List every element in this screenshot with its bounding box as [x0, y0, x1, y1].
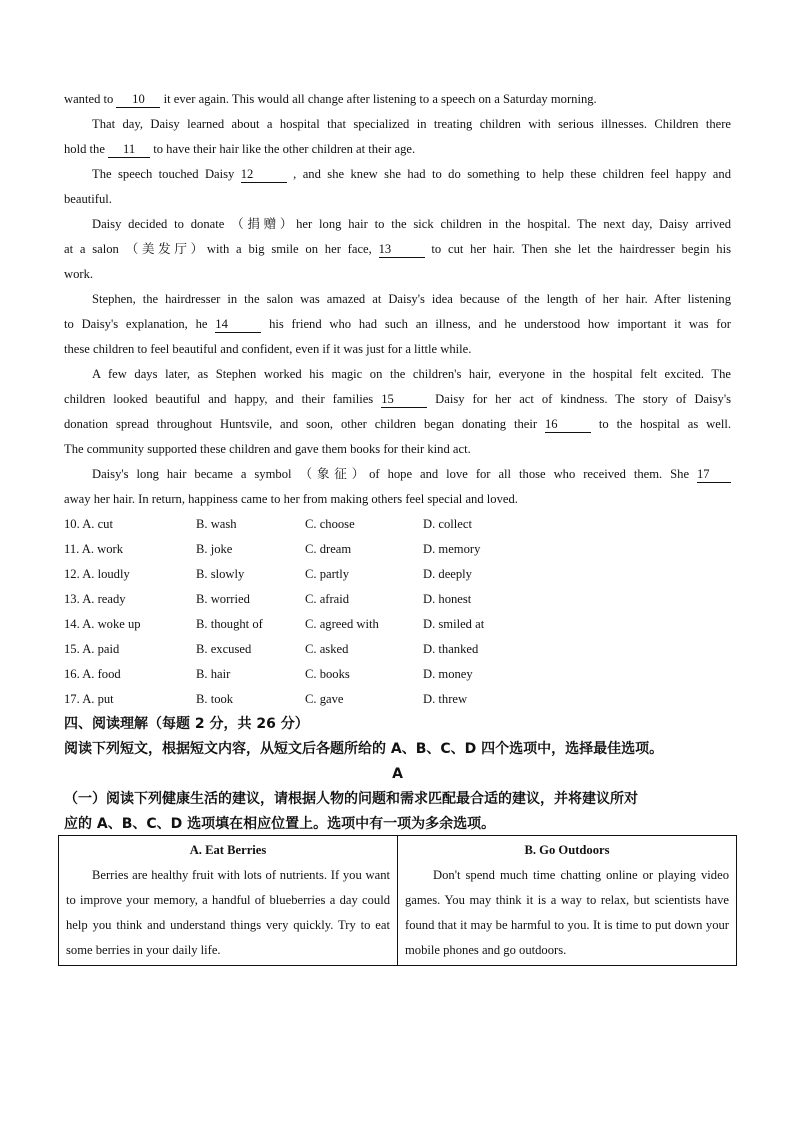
blank-10[interactable]: 10: [116, 92, 160, 108]
question-option-a[interactable]: 13. A. ready: [64, 592, 126, 606]
option-c[interactable]: C. gave: [305, 692, 344, 706]
question-option-a[interactable]: 16. A. food: [64, 667, 121, 681]
option-list: [64, 512, 731, 712]
text: to the hospital as well.: [591, 417, 732, 431]
option-row: [64, 662, 731, 687]
question-option-a[interactable]: 11. A. work: [64, 542, 124, 556]
text: wanted to: [64, 92, 117, 106]
text: hold the: [64, 142, 109, 156]
question-option-a[interactable]: 15. A. paid: [64, 642, 120, 656]
advice-cell-a: [59, 836, 398, 966]
option-b[interactable]: B. took: [196, 692, 234, 706]
option-b[interactable]: B. slowly: [196, 567, 245, 581]
blank-15[interactable]: 15: [381, 392, 427, 408]
option-d[interactable]: D. money: [423, 667, 473, 681]
passage-line: [64, 87, 731, 112]
text: The speech touched Daisy: [92, 167, 241, 181]
table-row: [59, 836, 737, 966]
blank-14[interactable]: 14: [215, 317, 261, 333]
option-c[interactable]: C. dream: [305, 542, 352, 556]
text: to have their hair like the other children at their age.: [150, 142, 416, 156]
question-option-a[interactable]: 10. A. cut: [64, 517, 113, 531]
sub-instruction-line: 应的 A、B、C、D 选项填在相应位置上。选项中有一项为多余选项。: [64, 816, 496, 832]
advice-title: A. Eat Berries: [189, 843, 267, 857]
passage-line: away her hair. In return, happiness came to her from making others feel special and loved.: [64, 492, 518, 506]
advice-title: B. Go Outdoors: [524, 843, 610, 857]
option-d[interactable]: D. smiled at: [423, 617, 485, 631]
option-row: [64, 562, 731, 587]
text: Daisy for her act of kindness. The story of Daisy's: [427, 392, 732, 406]
option-b[interactable]: B. wash: [196, 517, 237, 531]
blank-13[interactable]: 13: [379, 242, 425, 258]
advice-table: [58, 835, 737, 966]
question-option-a[interactable]: 17. A. put: [64, 692, 114, 706]
passage-line: beautiful.: [64, 192, 112, 206]
option-c[interactable]: C. choose: [305, 517, 355, 531]
option-b[interactable]: B. thought of: [196, 617, 263, 631]
passage-line: [64, 387, 731, 412]
passage-line: [64, 237, 731, 262]
option-d[interactable]: D. honest: [423, 592, 472, 606]
option-row: [64, 587, 731, 612]
passage-line: A few days later, as Stephen worked his magic on the children's hair, everyone in the hospital felt excited. The: [92, 367, 731, 381]
passage-line: [64, 412, 731, 437]
part-label: A: [392, 766, 403, 782]
passage-line: Stephen, the hairdresser in the salon was amazed at Daisy's idea because of the length of her hair. After listening: [92, 292, 731, 306]
passage-line: Daisy decided to donate （捐赠）her long hair to the sick children in the hospital. The next day, Daisy arrived: [92, 217, 731, 231]
option-b[interactable]: B. joke: [196, 542, 233, 556]
text: to cut her hair. Then she let the hairdresser begin his: [424, 242, 731, 256]
passage-line: The community supported these children and gave them books for their kind act.: [64, 442, 471, 456]
text: to Daisy's explanation, he: [64, 317, 216, 331]
passage-line: these children to feel beautiful and confident, even if it was just for a little while.: [64, 342, 472, 356]
option-row: [64, 687, 731, 712]
question-option-a[interactable]: 14. A. woke up: [64, 617, 141, 631]
passage-line: work.: [64, 267, 94, 281]
advice-text: Berries are healthy fruit with lots of nutrients. If you want to improve your memory, a handful of blueberries a day could help you think and understand things very quickly. Try to eat some berries in your daily life.: [66, 868, 390, 957]
option-row: [64, 637, 731, 662]
option-d[interactable]: D. deeply: [423, 567, 472, 581]
section-instruction: 阅读下列短文，根据短文内容，从短文后各题所给的 A、B、C、D 四个选项中，选择最佳选项。: [64, 741, 664, 757]
blank-11[interactable]: 11: [108, 142, 150, 158]
advice-text: Don't spend much time chatting online or playing video games. You may think it is a way to relax, but scientists have found that it may be harmful to you. It is time to put down your mobile phones and go outdoors.: [405, 868, 729, 957]
option-b[interactable]: B. excused: [196, 642, 252, 656]
text: children looked beautiful and happy, and their families: [64, 392, 382, 406]
advice-cell-b: [398, 836, 737, 966]
text: , and she knew she had to do something to help these children feel happy and: [286, 167, 731, 181]
section-heading: 四、阅读理解（每题 2 分，共 26 分）: [64, 716, 309, 732]
passage-line: [64, 462, 731, 487]
option-c[interactable]: C. partly: [305, 567, 350, 581]
passage-line: [64, 137, 731, 162]
option-row: [64, 512, 731, 537]
option-row: [64, 537, 731, 562]
text: at a salon （美发厅）with a big smile on her face,: [64, 242, 379, 256]
option-d[interactable]: D. threw: [423, 692, 468, 706]
text: Daisy's long hair became a symbol （象征）of hope and love for all those who received them. She: [92, 467, 697, 481]
option-d[interactable]: D. memory: [423, 542, 481, 556]
option-b[interactable]: B. hair: [196, 667, 231, 681]
passage-line: [64, 162, 731, 187]
option-c[interactable]: C. asked: [305, 642, 349, 656]
option-row: [64, 612, 731, 637]
passage-line: [64, 312, 731, 337]
document-page: [64, 87, 731, 837]
text: his friend who had such an illness, and he understood how important it was for: [261, 317, 731, 331]
text: donation spread throughout Huntsvile, and soon, other children began donating their: [64, 417, 545, 431]
option-c[interactable]: C. agreed with: [305, 617, 379, 631]
option-b[interactable]: B. worried: [196, 592, 250, 606]
option-c[interactable]: C. afraid: [305, 592, 350, 606]
text: it ever again. This would all change after listening to a speech on a Saturday morning.: [160, 92, 597, 106]
option-d[interactable]: D. thanked: [423, 642, 479, 656]
blank-12[interactable]: 12: [241, 167, 287, 183]
question-option-a[interactable]: 12. A. loudly: [64, 567, 130, 581]
option-d[interactable]: D. collect: [423, 517, 472, 531]
sub-instruction-line: （一）阅读下列健康生活的建议，请根据人物的问题和需求匹配最合适的建议，并将建议所对: [64, 791, 638, 807]
option-c[interactable]: C. books: [305, 667, 350, 681]
blank-16[interactable]: 16: [545, 417, 591, 433]
passage-line: That day, Daisy learned about a hospital that specialized in treating children with serious illnesses. Children there: [92, 117, 731, 131]
blank-17[interactable]: 17: [697, 467, 731, 483]
